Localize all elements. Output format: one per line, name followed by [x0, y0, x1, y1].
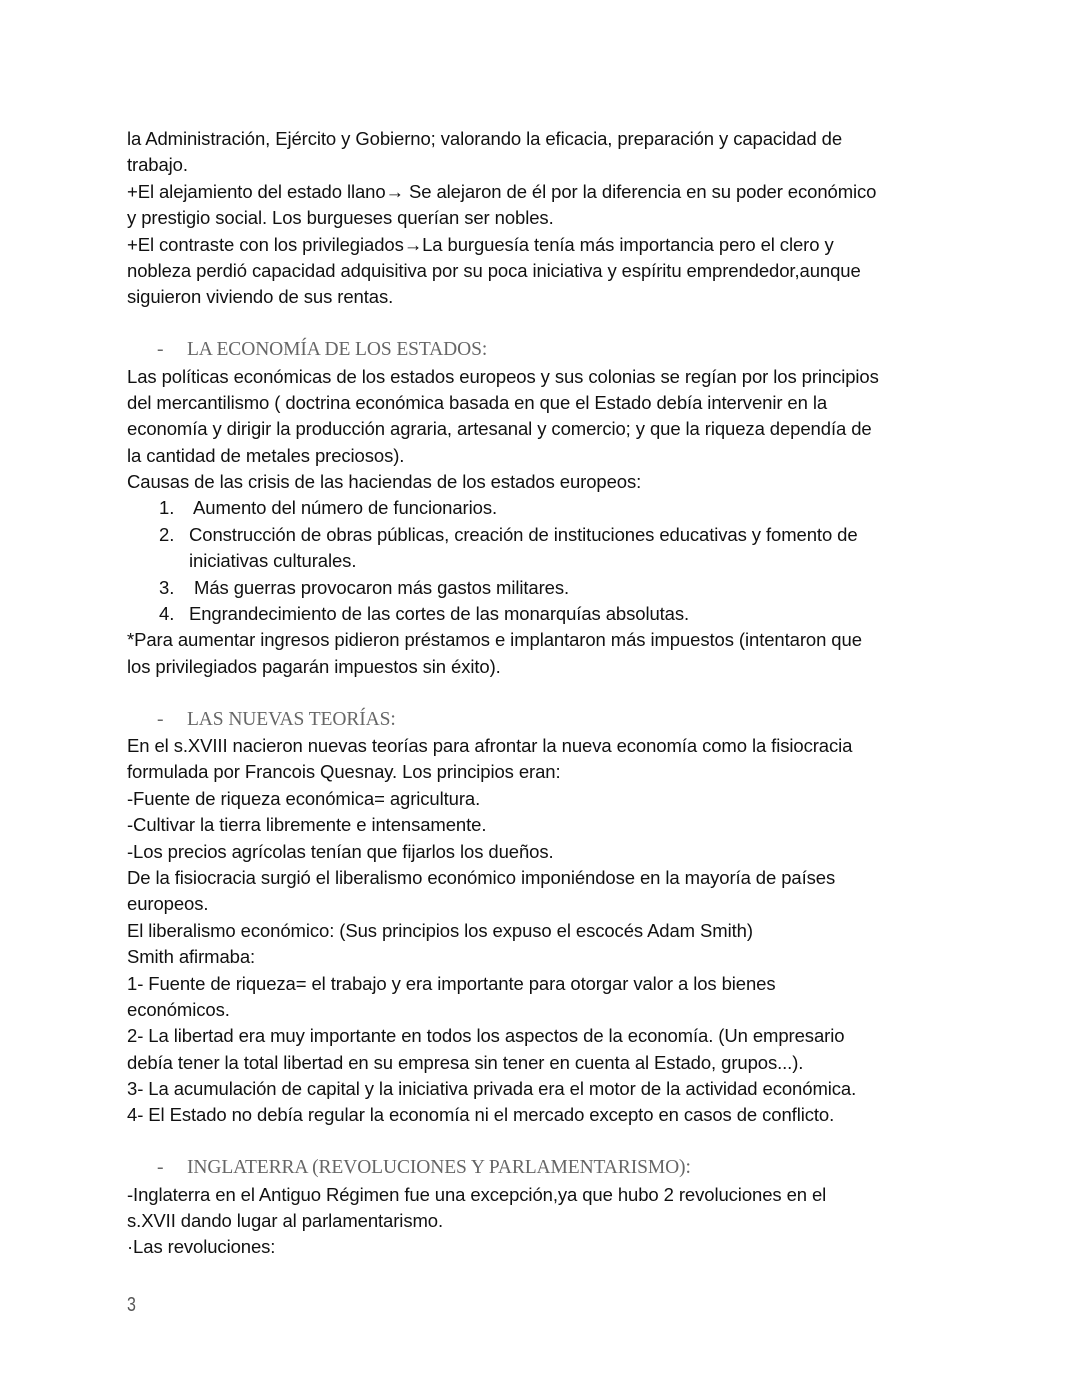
text-line: En el s.XVIII nacieron nuevas teorías para afrontar la nueva economía como la fisiocracia [127, 734, 853, 756]
text-line: 1- Fuente de riqueza= el trabajo y era importante para otorgar valor a los bienes [127, 972, 776, 994]
text-line: la cantidad de metales preciosos). [127, 444, 405, 466]
text-line: trabajo. [127, 154, 188, 176]
text-line: s.XVII dando lugar al parlamentarismo. [127, 1210, 444, 1232]
list-number: 1. [159, 497, 175, 519]
text-line: siguieron viviendo de sus rentas. [127, 286, 394, 308]
list-number: 3. [159, 576, 175, 598]
text-line: los privilegiados pagarán impuestos sin éxito). [127, 655, 501, 677]
text-line: De la fisiocracia surgió el liberalismo económico imponiéndose en la mayoría de países [127, 866, 836, 888]
list-item-text: Engrandecimiento de las cortes de las monarquías absolutas. [189, 603, 690, 625]
text-line: debía tener la total libertad en su empresa sin tener en cuenta al Estado, grupos...). [127, 1051, 804, 1073]
text-line: y prestigio social. Los burgueses querían ser nobles. [127, 207, 554, 229]
text-line: 4- El Estado no debía regular la economía ni el mercado excepto en casos de conflicto. [127, 1104, 835, 1126]
text-line: nobleza perdió capacidad adquisitiva por su poca iniciativa y espíritu emprendedor,aunque [127, 259, 861, 281]
text-line: Smith afirmaba: [127, 946, 256, 968]
heading-text: LA ECONOMÍA DE LOS ESTADOS: [187, 339, 488, 361]
text-line: El liberalismo económico: (Sus principios los expuso el escocés Adam Smith) [127, 919, 753, 941]
blank-line [127, 680, 967, 706]
text-line: -Inglaterra en el Antiguo Régimen fue una excepción,ya que hubo 2 revoluciones en el [127, 1183, 827, 1205]
heading-text: INGLATERRA (REVOLUCIONES Y PARLAMENTARISMO): [187, 1157, 691, 1179]
text-line: +El alejamiento del estado llano→ Se alejaron de él por la diferencia en su poder económico [127, 180, 877, 202]
list-item-text: Aumento del número de funcionarios. [189, 497, 498, 519]
text-line: económicos. [127, 998, 230, 1020]
section-heading [127, 337, 967, 363]
text-line: +El contraste con los privilegiados→La burguesía tenía más importancia pero el clero y [127, 233, 834, 255]
section-heading [127, 707, 967, 733]
text-line: -Cultivar la tierra libremente e intensamente. [127, 814, 487, 836]
heading-dash: - [157, 708, 164, 730]
heading-dash: - [157, 1157, 164, 1179]
text-line: del mercantilismo ( doctrina económica basada en que el Estado debía intervenir en la [127, 391, 828, 413]
list-item [127, 495, 967, 521]
list-item-text: Más guerras provocaron más gastos militares. [189, 576, 570, 598]
text-line: 2- La libertad era muy importante en todos los aspectos de la economía. (Un empresario [127, 1025, 845, 1047]
text-line: europeos. [127, 893, 209, 915]
list-item [127, 575, 967, 601]
list-item [127, 601, 967, 627]
list-item-text: Construcción de obras públicas, creación de instituciones educativas y fomento de [189, 523, 858, 545]
section-heading [127, 1155, 967, 1181]
text-line: la Administración, Ejército y Gobierno; valorando la eficacia, preparación y capacidad de [127, 128, 843, 149]
text-line: Causas de las crisis de las haciendas de los estados europeos: [127, 471, 642, 493]
heading-text: LAS NUEVAS TEORÍAS: [187, 708, 396, 730]
list-number: 4. [159, 603, 175, 625]
blank-line [127, 1129, 967, 1155]
text-line: -Los precios agrícolas tenían que fijarlos los dueños. [127, 840, 554, 862]
text-line: ·Las revoluciones: [127, 1236, 276, 1258]
document-body [127, 126, 967, 1261]
list-item [127, 522, 967, 548]
list-number: 2. [159, 523, 175, 545]
text-line: Las políticas económicas de los estados europeos y sus colonias se regían por los principios [127, 365, 879, 387]
text-line: economía y dirigir la producción agraria, artesanal y comercio; y que la riqueza dependía de [127, 418, 872, 440]
text-line: formulada por Francois Quesnay. Los principios eran: [127, 761, 561, 783]
page-number: 3 [127, 1294, 136, 1316]
heading-dash: - [157, 339, 164, 361]
text-line: *Para aumentar ingresos pidieron préstamos e implantaron más impuestos (intentaron que [127, 629, 862, 651]
text-line: -Fuente de riqueza económica= agricultura. [127, 787, 481, 809]
blank-line [127, 311, 967, 337]
text-line: 3- La acumulación de capital y la iniciativa privada era el motor de la actividad económica. [127, 1078, 857, 1100]
text-line: iniciativas culturales. [189, 550, 357, 572]
